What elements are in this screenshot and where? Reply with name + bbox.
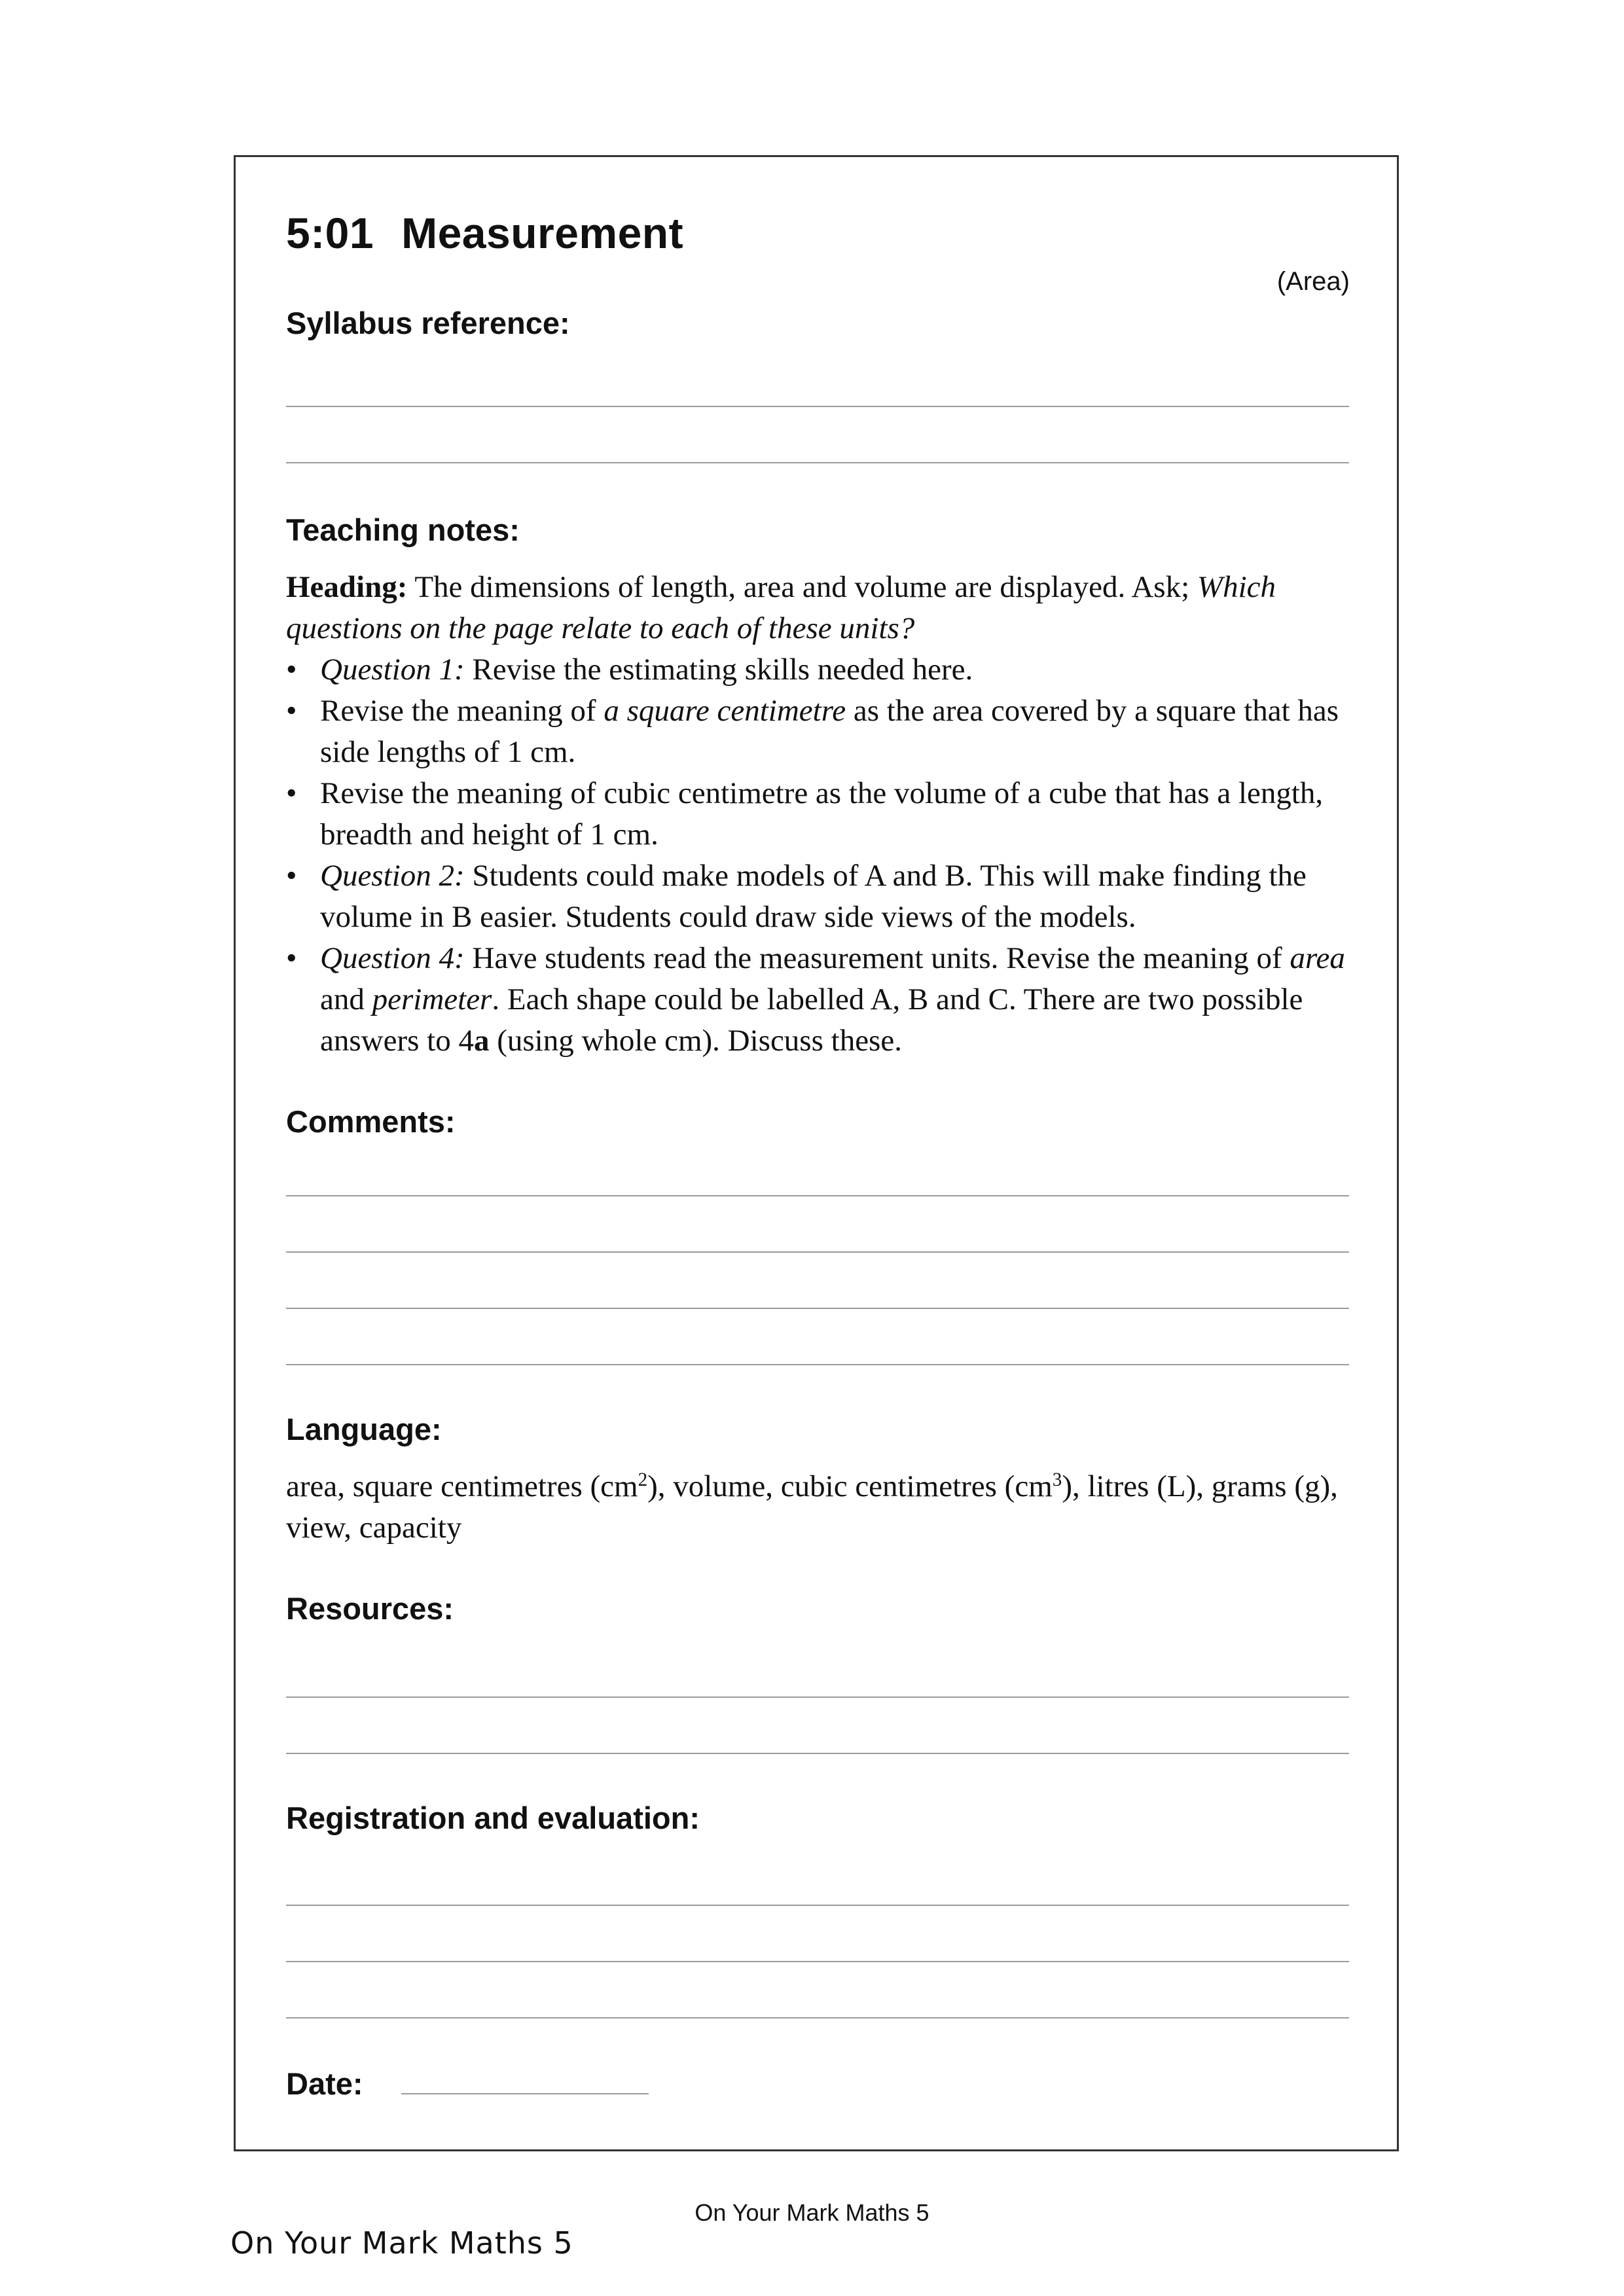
registration-line-2[interactable] [286,1961,1349,1962]
syllabus-heading: Syllabus reference: [286,306,570,340]
teaching-notes-heading: Teaching notes: [286,512,520,547]
section-number: 5:01 [286,209,374,257]
date-line[interactable] [401,2093,649,2094]
intro-question: Which questions on the page relate to each of these units? [286,570,1276,645]
comments-line-3[interactable] [286,1308,1349,1309]
registration-line-3[interactable] [286,2017,1349,2018]
resources-heading: Resources: [286,1591,454,1626]
teaching-notes-body [286,567,1349,1062]
topic-tag: (Area) [1276,267,1350,296]
comments-line-4[interactable] [286,1364,1349,1365]
notes-intro [286,567,1349,649]
page-frame [234,155,1399,2151]
intro-label: Heading: [286,570,408,604]
page-title [286,208,683,258]
syllabus-line-1[interactable] [286,406,1349,407]
comments-line-2[interactable] [286,1251,1349,1253]
list-item: • Question 4: Have students read the measurement units. Revise the meaning of area and perimeter. Each shape could be labelled A, B and C. There are two possible answers to 4a (using whole cm). Discuss these. [286,938,1349,1062]
language-text: area, square centimetres $(cm^2)$, volume, cubic centimetres $(cm^3)$, litres (L), grams (g), view, capacity [286,1469,1338,1545]
date-heading: Date: [286,2066,363,2101]
notes-list [286,649,1349,1062]
list-item: • Revise the meaning of a square centimetre as the area covered by a square that has side lengths of 1 cm. [286,691,1349,773]
registration-heading: Registration and evaluation: [286,1801,700,1835]
footer-title: On Your Mark Maths 5 [695,2199,929,2226]
intro-text: The dimensions of length, area and volume are displayed. Ask; [407,570,1197,604]
resources-line-1[interactable] [286,1696,1349,1698]
list-item: • Revise the meaning of cubic centimetre as the volume of a cube that has a length, breadth and height of 1 cm. [286,773,1349,855]
registration-line-1[interactable] [286,1905,1349,1906]
list-item: • Question 2: Students could make models of A and B. This will make finding the volume in B easier. Students could draw side views of the models. [286,855,1349,938]
comments-line-1[interactable] [286,1195,1349,1196]
resources-line-2[interactable] [286,1753,1349,1754]
language-heading: Language: [286,1412,442,1446]
footer-brand: On Your Mark Maths 5 [230,2225,573,2261]
section-title: Measurement [401,209,684,257]
syllabus-line-2[interactable] [286,462,1349,463]
list-item: • Question 1: Revise the estimating skills needed here. [286,649,1349,691]
comments-heading: Comments: [286,1104,456,1139]
